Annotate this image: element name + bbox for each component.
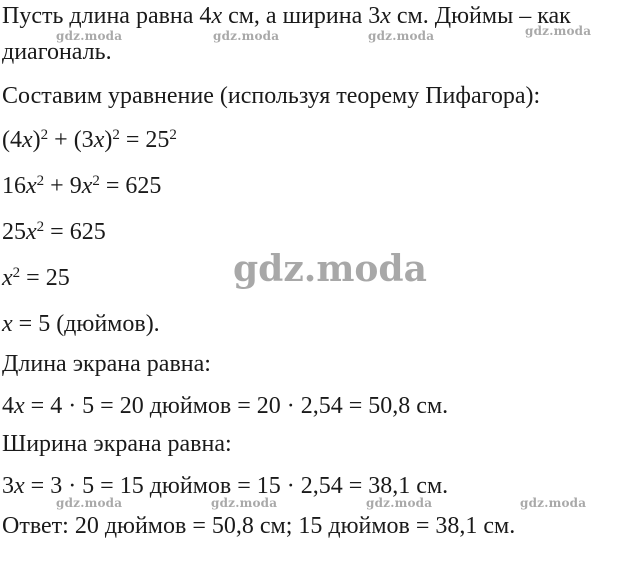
- length-calculation: 4x = 4 · 5 = 20 дюймов = 20 · 2,54 = 50,8 см.: [2, 393, 449, 419]
- solution-line-2: диагональ.: [2, 39, 112, 65]
- watermark-logo: gdz.moda: [213, 29, 280, 43]
- watermark-logo-large: gdz.moda: [233, 248, 427, 290]
- equation-pythagoras: $(4x)^2 + (3x)^2 = 25^2$: [2, 126, 177, 153]
- watermark-logo: gdz.moda: [366, 496, 433, 510]
- solution-line-3: Составим уравнение (используя теорему Пифагора):: [2, 83, 541, 109]
- equation-x-squared: $x^2 = 25$: [2, 264, 70, 291]
- watermark-logo: gdz.moda: [520, 496, 587, 510]
- width-heading: Ширина экрана равна:: [2, 431, 232, 457]
- watermark-logo: gdz.moda: [56, 29, 123, 43]
- length-heading: Длина экрана равна:: [2, 351, 211, 377]
- watermark-logo: gdz.moda: [56, 496, 123, 510]
- watermark-logo: gdz.moda: [368, 29, 435, 43]
- watermark-logo: gdz.moda: [525, 24, 592, 38]
- answer-line: Ответ: 20 дюймов = 50,8 см; 15 дюймов = 38,1 см.: [2, 513, 516, 539]
- solution-line-1: Пусть длина равна 4x см, а ширина 3x см. Дюймы – как: [2, 3, 571, 29]
- equation-combined: $25x^2 = 625$: [2, 218, 106, 245]
- equation-x-value: x = 5 (дюймов).: [2, 311, 160, 337]
- watermark-logo: gdz.moda: [211, 496, 278, 510]
- equation-expanded: $16x^2 + 9x^2 = 625$: [2, 172, 162, 199]
- width-calculation: 3x = 3 · 5 = 15 дюймов = 15 · 2,54 = 38,1 см.: [2, 473, 449, 499]
